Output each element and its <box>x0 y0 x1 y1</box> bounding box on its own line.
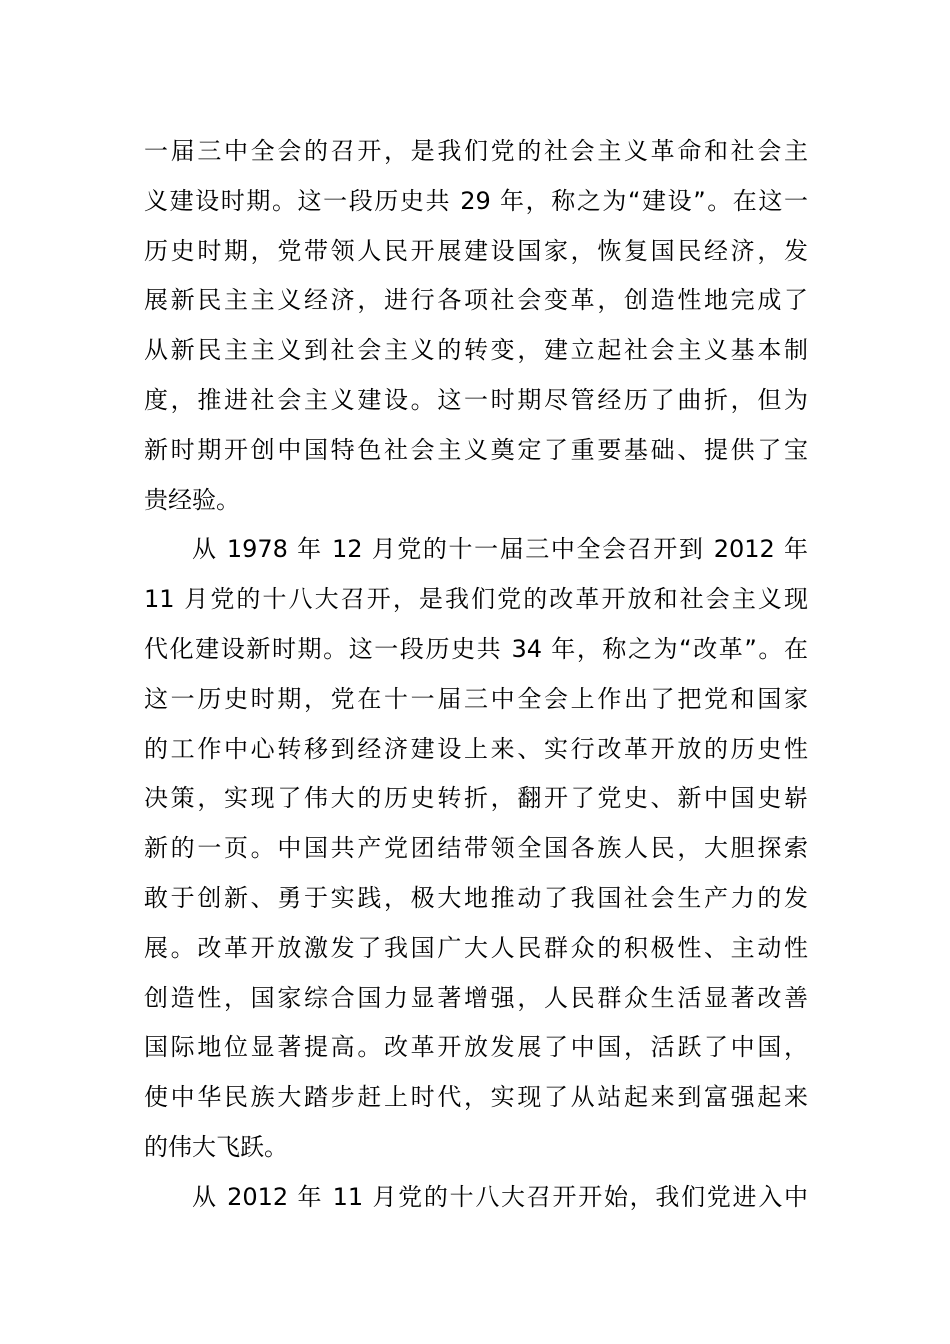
text-line: 敢于创新、勇于实践，极大地推动了我国社会生产力的发 <box>144 883 808 912</box>
text-line: 新的一页。中国共产党团结带领全国各族人民，大胆探索 <box>144 834 808 863</box>
text-line: 从新民主主义到社会主义的转变，建立起社会主义基本制 <box>144 336 808 365</box>
text-line: 创造性，国家综合国力显著增强，人民群众生活显著改善 <box>144 983 808 1012</box>
text-line: 新时期开创中国特色社会主义奠定了重要基础、提供了宝 <box>144 435 808 464</box>
text-line: 一届三中全会的召开，是我们党的社会主义革命和社会主 <box>144 137 808 165</box>
text-line: 这一历史时期，党在十一届三中全会上作出了把党和国家 <box>144 684 808 713</box>
text-line: 决策，实现了伟大的历史转折，翻开了党史、新中国史崭 <box>144 784 808 813</box>
text-line: 展。改革开放激发了我国广大人民群众的积极性、主动性 <box>144 933 808 962</box>
text-line: 的工作中心转移到经济建设上来、实行改革开放的历史性 <box>144 734 808 763</box>
text-line: 贵经验。 <box>144 485 240 514</box>
text-line: 度，推进社会主义建设。这一时期尽管经历了曲折，但为 <box>144 385 808 414</box>
paragraph-first-line: 从 2012 年 11 月党的十八大召开开始，我们党进入中 <box>192 1182 808 1211</box>
text-line: 的伟大飞跃。 <box>144 1132 288 1161</box>
text-line: 国际地位显著提高。改革开放发展了中国，活跃了中国， <box>144 1033 808 1062</box>
body-text <box>144 127 808 1223</box>
paragraph-first-line: 从 1978 年 12 月党的十一届三中全会召开到 2012 年 <box>192 535 808 564</box>
text-line: 代化建设新时期。这一段历史共 34 年，称之为“改革”。在 <box>144 634 808 663</box>
text-line: 历史时期，党带领人民开展建设国家，恢复国民经济，发 <box>144 236 808 265</box>
text-line: 展新民主主义经济，进行各项社会变革，创造性地完成了 <box>144 286 808 315</box>
text-line: 11 月党的十八大召开，是我们党的改革开放和社会主义现 <box>144 585 808 614</box>
text-line: 使中华民族大踏步赶上时代，实现了从站起来到富强起来 <box>144 1083 808 1112</box>
text-line: 义建设时期。这一段历史共 29 年，称之为“建设”。在这一 <box>144 186 808 215</box>
